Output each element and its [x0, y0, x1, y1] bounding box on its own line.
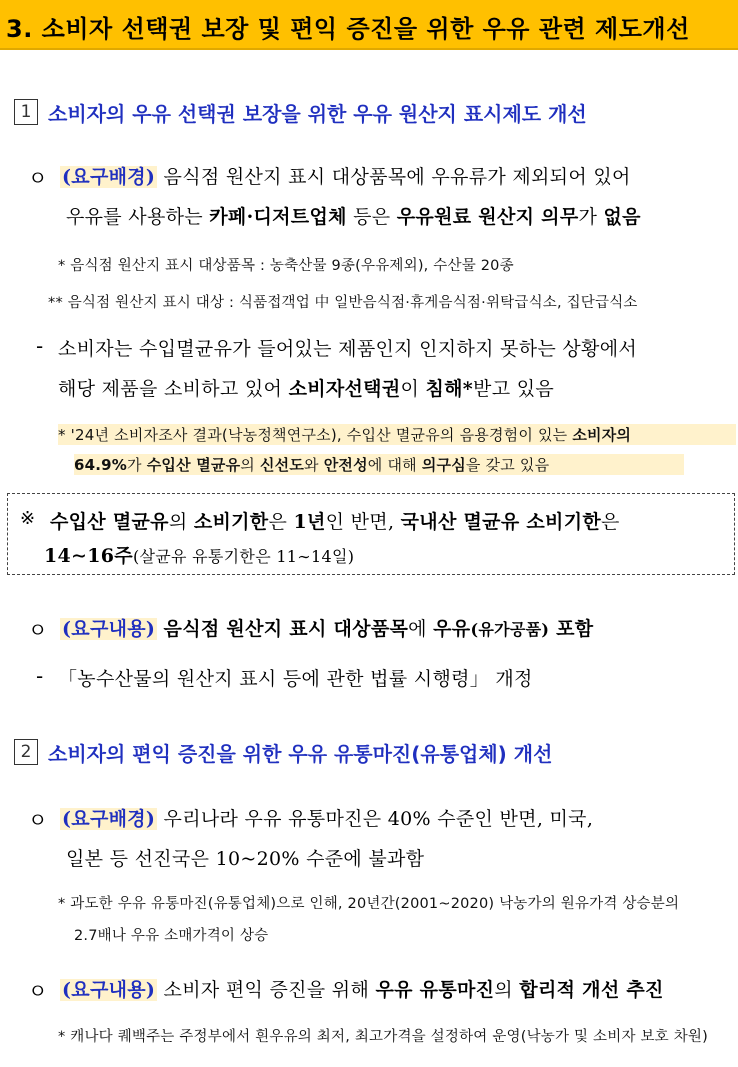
s1-background-line-1 — [60, 162, 631, 189]
text: 인 반면, — [325, 511, 401, 533]
text: 소비자 편익 증진을 위해 — [163, 979, 376, 1001]
text: 가 — [127, 456, 147, 474]
dash-mark: - — [36, 334, 44, 358]
reference-line-1 — [50, 507, 620, 534]
s1-request-line — [60, 614, 593, 641]
reference-mark: ※ — [20, 508, 36, 529]
text: 에 대해 — [367, 456, 422, 474]
s1-background-tag: (요구배경) — [62, 166, 156, 188]
s2-background-tag: (요구배경) — [62, 808, 156, 830]
text-bold: 침해* — [425, 378, 474, 400]
bullet-mark: ㅇ — [28, 166, 48, 190]
bullet-mark: ㅇ — [28, 979, 48, 1003]
text-bold: 우유원료 원산지 의무 — [396, 206, 579, 228]
text-bold: 수입산 멸균유 — [146, 456, 241, 474]
s2-note-1-line-2: 2.7배나 우유 소매가격이 상승 — [74, 928, 269, 944]
text: 의 — [240, 456, 260, 474]
text-bold: 음식점 원산지 표시 대상품목 — [163, 618, 409, 640]
text-bold: 소비기한 — [193, 511, 269, 533]
text: 받고 있음 — [473, 378, 555, 400]
text-bold: 64.9% — [74, 456, 128, 474]
text-bold: 소비자의 — [572, 426, 632, 444]
bullet-mark: ㅇ — [28, 618, 48, 642]
text-bold: 1년 — [293, 511, 326, 533]
title-banner — [0, 0, 738, 50]
text-bold: 없음 — [603, 206, 641, 228]
s1-note-1: * 음식점 원산지 표시 대상품목 : 농축산물 9종(우유제외), 수산물 20종 — [58, 258, 514, 274]
text: 의 — [168, 511, 194, 533]
text-bold: 우유 — [433, 618, 471, 640]
section-1-title: 소비자의 우유 선택권 보장을 위한 우유 원산지 표시제도 개선 — [48, 101, 587, 126]
section-2-number: 2 — [14, 739, 38, 765]
s1-dash-line-1: 소비자는 수입멸균유가 들어있는 제품인지 인지하지 못하는 상황에서 — [58, 338, 638, 360]
text: 이 — [400, 378, 426, 400]
text: 의 — [494, 979, 520, 1001]
section-1-number: 1 — [14, 99, 38, 125]
text-bold: 합리적 개선 추진 — [519, 979, 664, 1001]
text-bold: 의구심 — [421, 456, 466, 474]
text-bold: 안전성 — [323, 456, 368, 474]
section-2-heading — [14, 736, 552, 768]
section-2-title: 소비자의 편익 증진을 위한 우유 유통마진(유통업체) 개선 — [48, 741, 553, 766]
s1-background-text-1: 음식점 원산지 표시 대상품목에 우유류가 제외되어 있어 — [163, 166, 631, 188]
s1-background-line-2 — [66, 202, 641, 229]
s1-note-2: ** 음식점 원산지 표시 대상 : 식품접객업 中 일반음식점·휴게음식점·위탁급식소, 집단급식소 — [48, 295, 638, 311]
text: 우유를 사용하는 — [66, 206, 210, 228]
text: * '24년 소비자조사 결과(낙농정책연구소), 수입산 멸균유의 음용경험이 있는 — [58, 426, 573, 444]
page-title: 3. 소비자 선택권 보장 및 편익 증진을 위한 우유 관련 제도개선 — [6, 15, 690, 43]
s1-request-tag: (요구내용) — [62, 618, 156, 640]
text-bold: 14∼16주 — [44, 545, 133, 567]
text-bold: 우유 유통마진 — [375, 979, 495, 1001]
text-bold: 카페·디저트업체 — [209, 206, 347, 228]
text: 을 갖고 있음 — [465, 456, 550, 474]
s2-request-tag: (요구내용) — [62, 979, 156, 1001]
s1-survey-note-1 — [58, 424, 736, 445]
s2-background-line-2: 일본 등 선진국은 10~20% 수준에 불과함 — [66, 848, 425, 870]
text: 에 — [408, 618, 434, 640]
s2-note-2: * 캐나다 퀘백주는 주정부에서 흰우유의 최저, 최고가격을 설정하여 운영(낙농가 및 소비자 보호 차원) — [58, 1029, 708, 1045]
s1-dash-line-2 — [58, 374, 554, 401]
text-bold: 수입산 멸균유 — [50, 511, 169, 533]
s1-law-amendment: 「농수산물의 원산지 표시 등에 관한 법률 시행령」 개정 — [58, 668, 533, 690]
text: 가 — [578, 206, 604, 228]
text: 은 — [601, 511, 620, 533]
s1-survey-note-2 — [74, 454, 684, 475]
text: 은 — [268, 511, 294, 533]
text-bold: 소비자선택권 — [288, 378, 401, 400]
s2-background-text-1: 우리나라 우유 유통마진은 40% 수준인 반면, 미국, — [163, 808, 594, 830]
s2-background-line-1 — [60, 804, 593, 831]
reference-line-2 — [44, 541, 354, 568]
section-1-heading — [14, 96, 587, 128]
bullet-mark: ㅇ — [28, 808, 48, 832]
text-bold: 포함 — [549, 618, 594, 640]
text-bold: (유가공품) — [470, 620, 550, 639]
s2-note-1-line-1: * 과도한 우유 유통마진(유통업체)으로 인해, 20년간(2001~2020) 낙농가의 원유가격 상승분의 — [58, 896, 680, 912]
text: 등은 — [346, 206, 397, 228]
text-bold: 국내산 멸균유 소비기한 — [400, 511, 602, 533]
text-bold: 신선도 — [259, 456, 305, 474]
s2-request-line — [60, 975, 664, 1002]
text: (살균유 유통기한은 11∼14일) — [132, 547, 355, 566]
text: 해당 제품을 소비하고 있어 — [58, 378, 289, 400]
text: 와 — [304, 456, 324, 474]
dash-mark: - — [36, 664, 44, 688]
